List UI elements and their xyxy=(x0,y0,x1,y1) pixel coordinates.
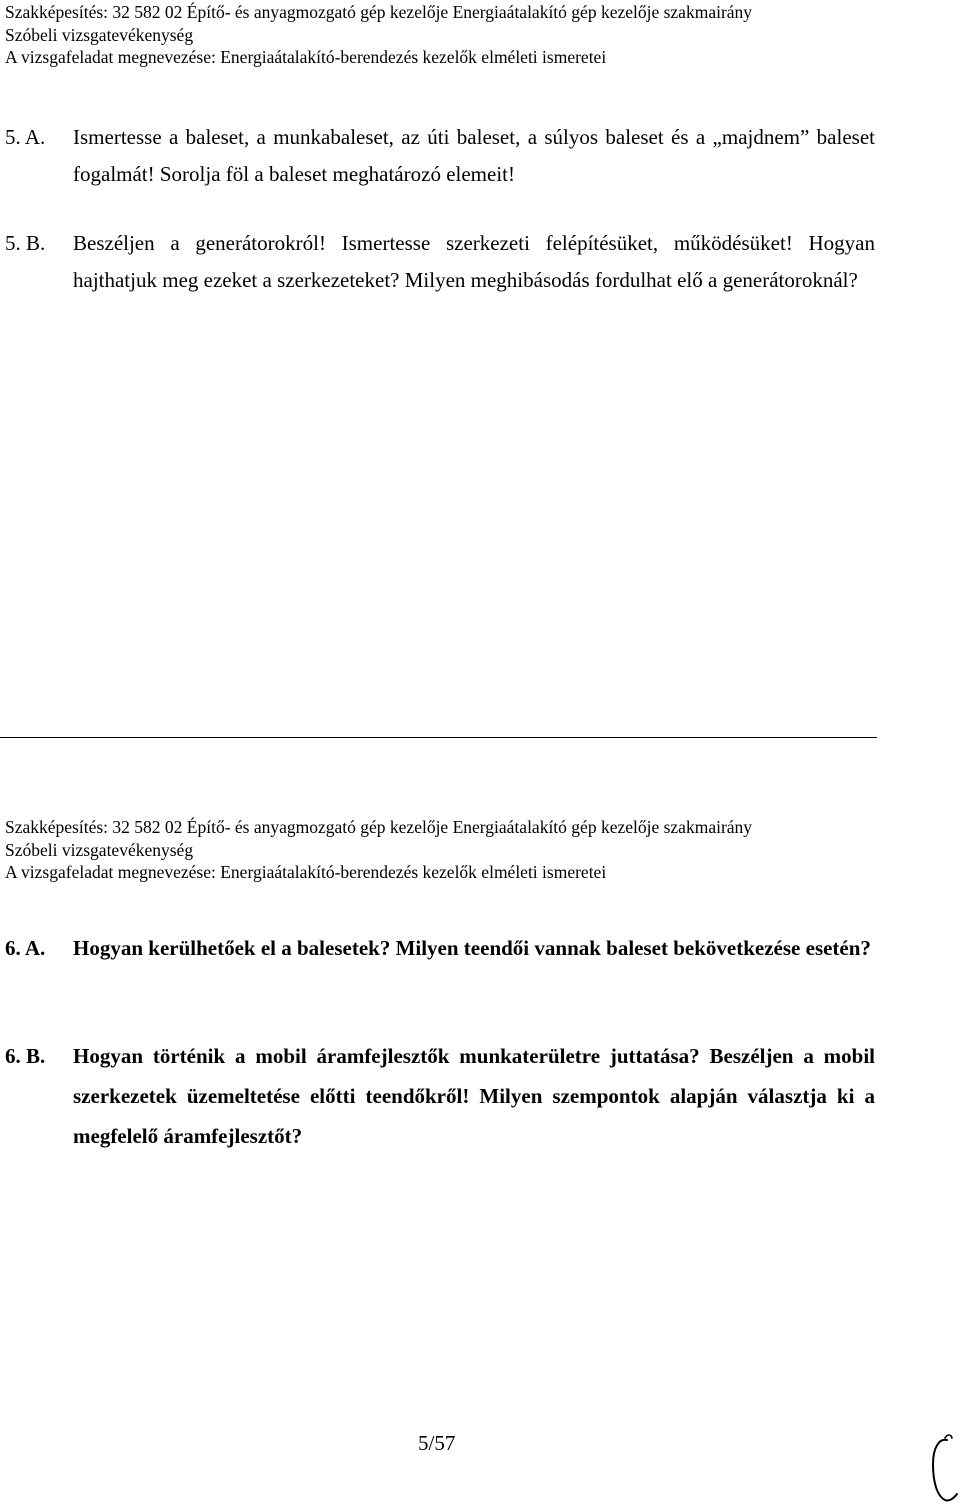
task-name-line: A vizsgafeladat megnevezése: Energiaátalakító-berendezés kezelők elméleti ismeretei xyxy=(5,862,607,882)
task-5a xyxy=(5,119,875,193)
task-text: Ismertesse a baleset, a munkabaleset, az úti baleset, a súlyos baleset és a „majdnem” baleset fogalmát! Sorolja föl a baleset meghatározó elemeit! xyxy=(73,125,875,186)
task-number: 5. A. xyxy=(5,125,46,149)
task-text: Beszéljen a generátorokról! Ismertesse szerkezeti felépítésüket, működésüket! Hogyan hajthatjuk meg ezeket a szerkezeteket? Milyen meghibásodás fordulhat elő a generátoroknál? xyxy=(73,231,875,292)
exam-activity-line: Szóbeli vizsgatevékenység xyxy=(5,839,194,860)
page-number: 5/57 xyxy=(418,1431,456,1455)
qualification-line: Szakképesítés: 32 582 02 Építő- és anyagmozgató gép kezelője Energiaátalakító gép kezelője szakmairány xyxy=(5,817,753,837)
page-header-bottom xyxy=(5,816,905,884)
task-number: 5. B. xyxy=(5,231,46,255)
page-separator xyxy=(0,737,877,738)
task-text: Hogyan történik a mobil áramfejlesztők munkaterületre juttatása? Beszéljen a mobil szerkezetek üzemeltetése előtti teendőkről! Milyen szempontok alapján választja ki a megfelelő áramfejlesztőt? xyxy=(73,1044,875,1148)
qualification-line: Szakképesítés: 32 582 02 Építő- és anyagmozgató gép kezelője Energiaátalakító gép kezelője szakmairány xyxy=(5,2,753,22)
task-text: Hogyan kerülhetőek el a balesetek? Milyen teendői vannak baleset bekövetkezése esetén? xyxy=(73,936,871,960)
task-name-line: A vizsgafeladat megnevezése: Energiaátalakító-berendezés kezelők elméleti ismeretei xyxy=(5,47,607,67)
task-number: 6. B. xyxy=(5,1044,46,1068)
task-6b xyxy=(5,1036,875,1156)
page-header-top xyxy=(5,1,905,69)
task-number: 6. A. xyxy=(5,936,46,960)
task-5b xyxy=(5,225,875,299)
exam-activity-line: Szóbeli vizsgatevékenység xyxy=(5,24,194,45)
signature-mark xyxy=(921,1428,960,1506)
task-6a xyxy=(5,929,875,968)
